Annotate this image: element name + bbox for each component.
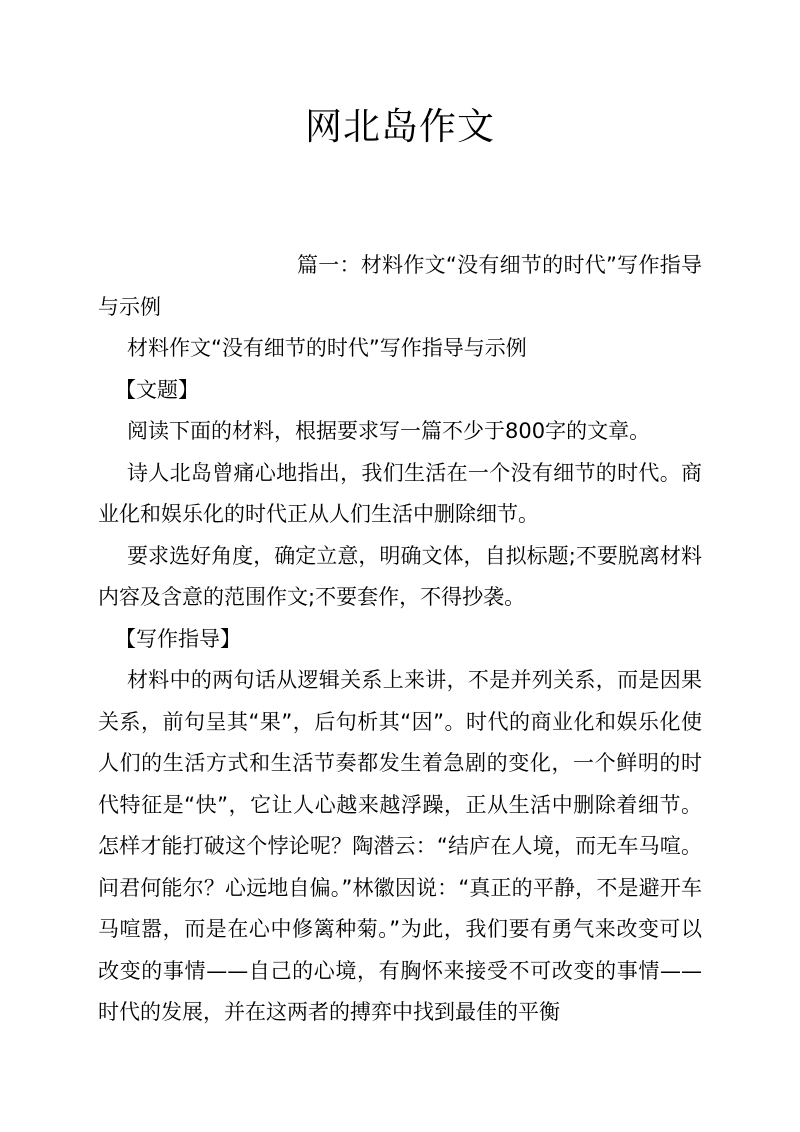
material-paragraph: 诗人北岛曾痛心地指出，我们生活在一个没有细节的时代。商业化和娱乐化的时代正从人们生活中删除细节。 [98,460,702,526]
document-title: 网北岛作文 [305,105,495,148]
topic-label: 【文题】 [115,377,199,402]
document-body [98,245,702,1034]
repeat-heading: 材料作文“没有细节的时代”写作指导与示例 [127,336,527,360]
guidance-paragraph: 材料中的两句话从逻辑关系上来讲，不是并列关系，而是因果关系，前句呈其“果”，后句析其“因”。时代的商业化和娱乐化使人们的生活方式和生活节奏都发生着急剧的变化，一个鲜明的时代特征是“快”，它让人心越来越浮躁，正从生活中删除着细节。怎样才能打破这个悖论呢？陶潜云：“结庐在人境，而无车马喧。问君何能尔？心远地自偏。”林徽因说：“真正的平静，不是避开车马喧嚣，而是在心中修篱种菊。”为此，我们要有勇气来改变可以改变的事情——自己的心境，有胸怀来接受不可改变的事情——时代的发展，并在这两者的搏弈中找到最佳的平衡 [98,668,702,1024]
section-heading: 篇一：材料作文“没有细节的时代”写作指导与示例 [98,253,702,319]
requirements-paragraph: 要求选好角度，确定立意，明确文体，自拟标题;不要脱离材料内容及含意的范围作文;不要套作，不得抄袭。 [98,543,702,609]
prompt-line: 阅读下面的材料，根据要求写一篇不少于800字的文章。 [127,419,651,443]
guidance-label: 【写作指导】 [115,626,241,651]
